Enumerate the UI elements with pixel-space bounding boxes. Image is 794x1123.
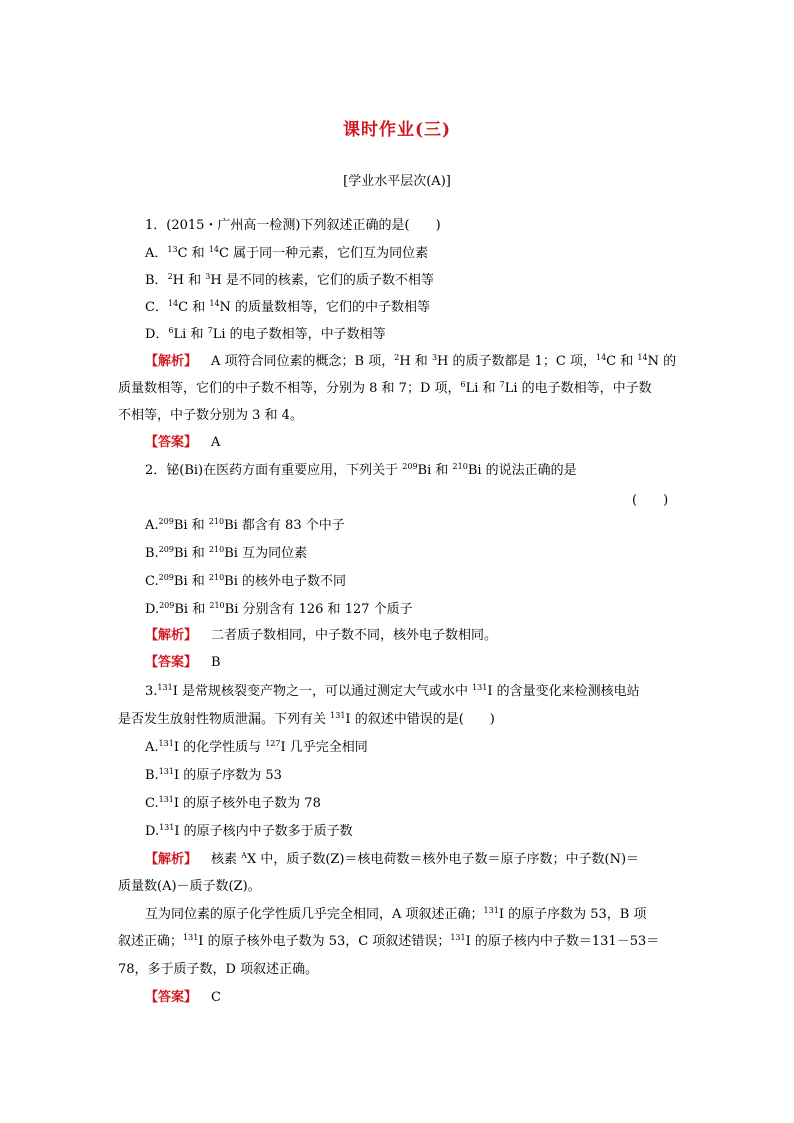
section-subtitle: [学业水平层次(A)] <box>343 174 451 189</box>
question-3-option-d: D.$^{131}$I 的原子核内中子数多于质子数 <box>145 823 353 839</box>
question-3-analysis-para-2: 互为同位素的原子化学性质几乎完全相同，A 项叙述正确；$^{131}$I 的原子序数为 53，B 项 <box>145 906 647 922</box>
question-3-option-a: A.$^{131}$I 的化学性质与 $^{127}$I 几乎完全相同 <box>145 739 368 755</box>
question-2-answer-blank: ( ) <box>632 493 669 508</box>
question-3-analysis-line-2: 质量数(A)－质子数(Z)。 <box>118 879 261 894</box>
question-3-option-b: B.$^{131}$I 的原子序数为 53 <box>145 767 282 783</box>
question-1-stem: 1．(2015・广州高一检测)下列叙述正确的是( ) <box>145 218 441 233</box>
question-3-analysis-para-2-line-2: 叙述正确；$^{131}$I 的原子核外电子数为 53，C 项叙述错误；$^{131}$I 的原子核内中子数＝131－53＝ <box>118 933 660 949</box>
analysis-label: 【解析】 <box>145 852 198 867</box>
question-3-answer: 【答案】 C <box>145 990 221 1005</box>
answer-label: 【答案】 <box>145 655 198 670</box>
question-1-analysis-line-3: 不相等，中子数分别为 3 和 4。 <box>118 408 303 423</box>
question-1-analysis-line-2: 质量数相等，它们的中子数不相等，分别为 8 和 7；D 项，$^6$Li 和 $^7$Li 的电子数相等，中子数 <box>118 380 652 396</box>
analysis-label: 【解析】 <box>145 628 198 643</box>
analysis-label: 【解析】 <box>145 354 198 369</box>
question-1-option-a: A．$^{13}$C 和 $^{14}$C 属于同一种元素，它们互为同位素 <box>145 245 429 261</box>
question-1-option-d: D．$^6$Li 和 $^7$Li 的电子数相等，中子数相等 <box>145 326 386 342</box>
question-2-stem: 2．铋(Bi)在医药方面有重要应用，下列关于 $^{209}$Bi 和 $^{210}$Bi 的说法正确的是 <box>145 462 577 478</box>
question-3-stem: 3.$^{131}$I 是常规核裂变产物之一，可以通过测定大气或水中 $^{131}$I 的含量变化来检测核电站 <box>145 683 640 699</box>
question-1-answer: 【答案】 A <box>145 435 221 450</box>
question-1-option-c: C．$^{14}$C 和 $^{14}$N 的质量数相等，它们的中子数相等 <box>145 299 431 315</box>
question-3-analysis-para-2-line-3: 78，多于质子数，D 项叙述正确。 <box>118 962 319 977</box>
question-3-stem-line-2: 是否发生放射性物质泄漏。下列有关 $^{131}$I 的叙述中错误的是( ) <box>118 711 495 727</box>
answer-label: 【答案】 <box>145 435 198 450</box>
question-2-option-d: D.$^{209}$Bi 和 $^{210}$Bi 分别含有 126 和 127 个质子 <box>145 601 413 617</box>
question-3-analysis: 【解析】 核素 $^A$X 中，质子数(Z)＝核电荷数＝核外电子数＝原子序数；中子数(N)＝ <box>145 851 640 867</box>
question-2-option-b: B.$^{209}$Bi 和 $^{210}$Bi 互为同位素 <box>145 545 308 561</box>
question-2-option-c: C.$^{209}$Bi 和 $^{210}$Bi 的核外电子数不同 <box>145 573 347 589</box>
question-2-analysis: 【解析】 二者质子数相同，中子数不同，核外电子数相同。 <box>145 628 498 643</box>
question-1-analysis: 【解析】 A 项符合同位素的概念；B 项，$^2$H 和 $^3$H 的质子数都是 1；C 项，$^{14}$C 和 $^{14}$N 的 <box>145 353 677 369</box>
page-title: 课时作业(三) <box>342 120 452 140</box>
question-2-option-a: A.$^{209}$Bi 和 $^{210}$Bi 都含有 83 个中子 <box>145 517 345 533</box>
question-1-option-b: B．$^2$H 和 $^3$H 是不同的核素，它们的质子数不相等 <box>145 272 434 288</box>
question-3-option-c: C.$^{131}$I 的原子核外电子数为 78 <box>145 795 321 811</box>
answer-label: 【答案】 <box>145 990 198 1005</box>
question-2-answer: 【答案】 B <box>145 655 221 670</box>
